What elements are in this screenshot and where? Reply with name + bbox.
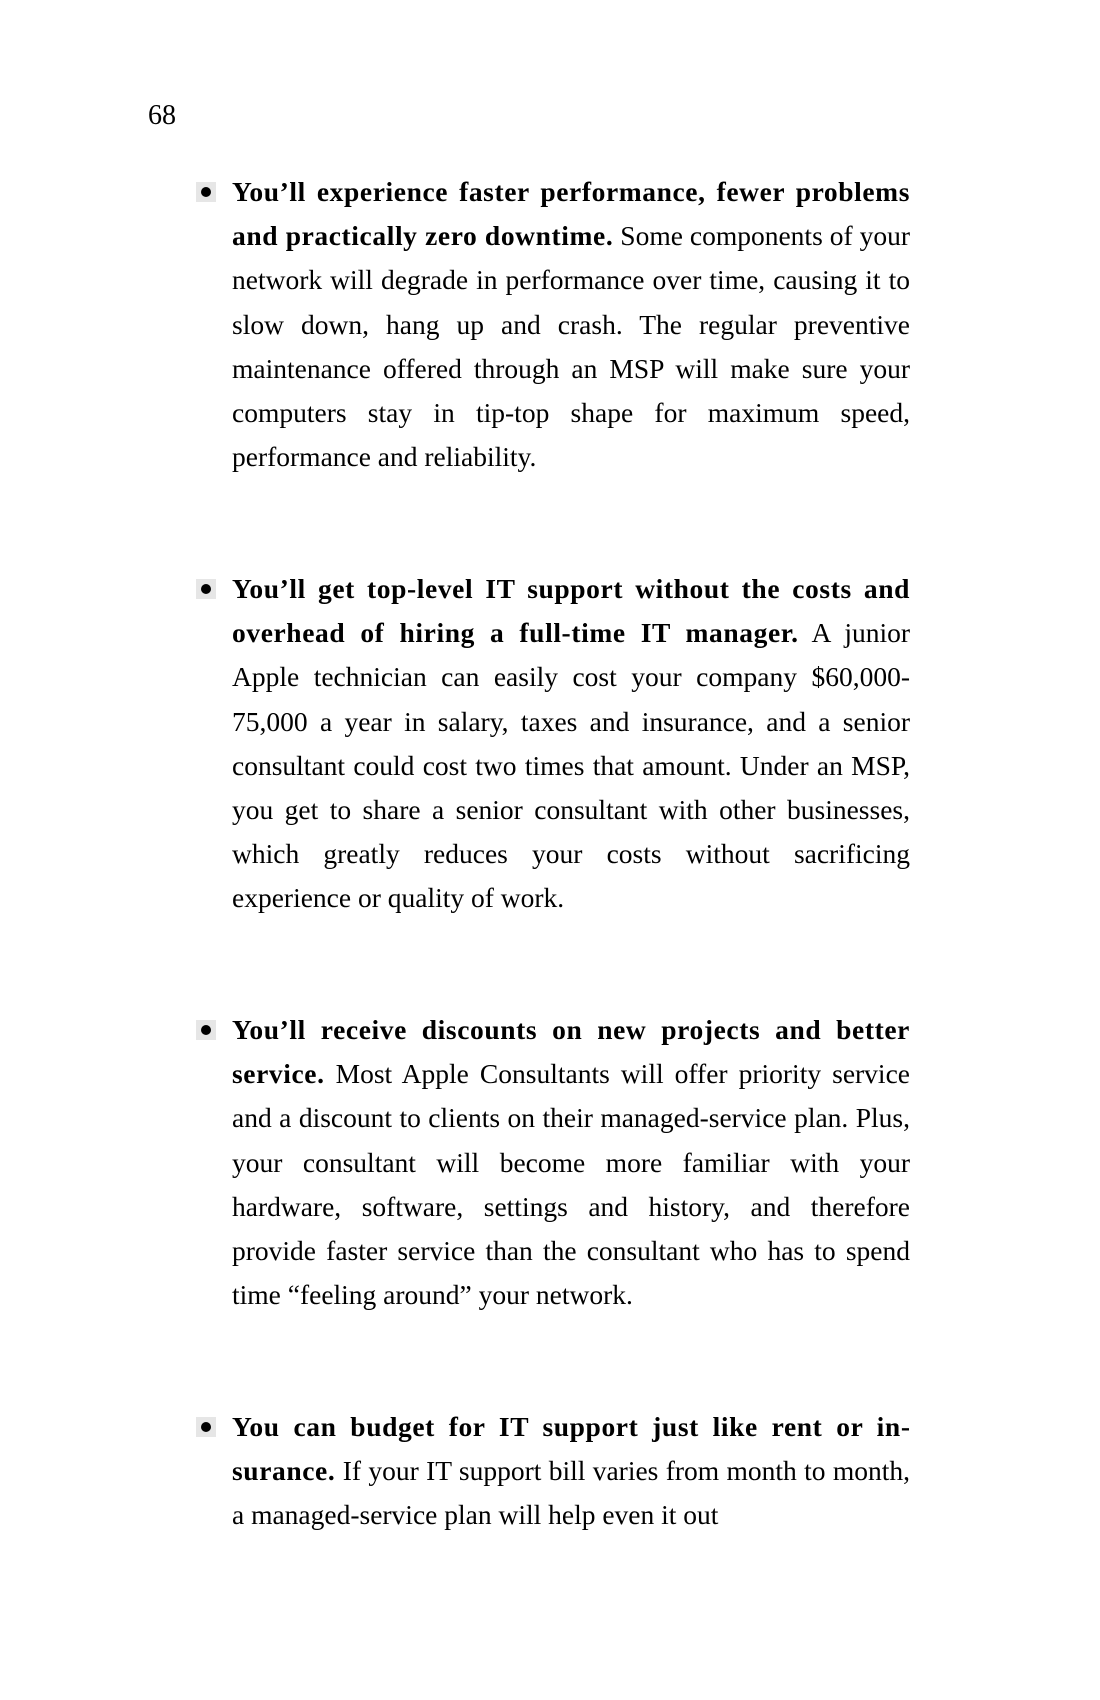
item-body: Some components of your network will degrade in performance over time, causing it to slow down, hang up and crash. The regular preventive maintenance offered through an MSP will make sure your computers stay in tip-top shape for maximum speed, performance and reliability.: [232, 220, 911, 473]
item-body: If your IT support bill varies from month to month, a managed-service plan will help even it out: [232, 1455, 910, 1531]
list-item: [232, 567, 910, 921]
item-body: A junior Apple technician can easily cost your company $60,000-75,000 a year in salary, taxes and insurance, and a senior consultant could cost two times that amount. Under an MSP, you get to share a senior consultant with other businesses, which greatly reduces your costs without sacrificing experience or quality of work.: [232, 617, 911, 914]
list-item: [232, 1405, 910, 1538]
list-item: [232, 1008, 910, 1317]
bullet-icon: [196, 1020, 216, 1040]
bullet-icon: [196, 1417, 216, 1437]
item-body: Most Apple Consultants will offer priority service and a discount to clients on their managed-service plan. Plus, your consultant will become more familiar with your hardware, software, settings and history, and therefore provide faster service than the consultant who has to spend time “feeling around” your network.: [232, 1058, 910, 1311]
bullet-icon: [196, 182, 216, 202]
item-lead: You can budget for IT support just like rent or insurance.: [232, 1411, 910, 1487]
item-lead: You’ll get top-level IT support without the costs and overhead of hiring a full-time IT manager.: [232, 573, 910, 649]
bullet-icon: [196, 579, 216, 599]
list-item: [232, 170, 910, 479]
page-number: 68: [148, 100, 176, 131]
item-lead: You’ll receive discounts on new projects and better service.: [232, 1014, 910, 1090]
item-lead: You’ll experience faster performance, fewer problems and practically zero downtime.: [232, 176, 910, 252]
